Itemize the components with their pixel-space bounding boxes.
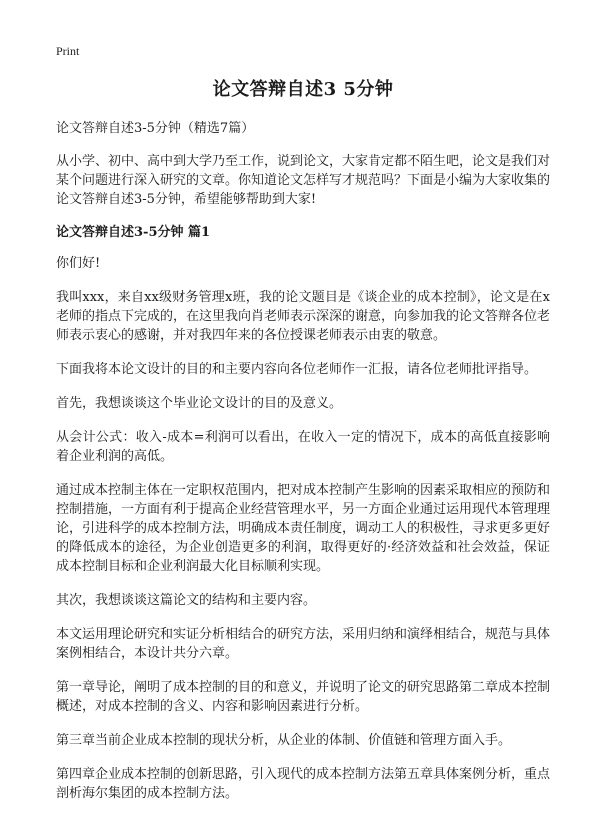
print-label: Print <box>56 44 80 58</box>
chapter-one-two-paragraph: 第一章导论，阐明了成本控制的目的和意义，并说明了论文的研究思路第二章成本控制概述，对成本控制的含义、内容和影响因素进行分析。 <box>56 680 551 714</box>
greeting-paragraph: 你们好! <box>56 256 101 271</box>
section-heading: 论文答辩自述3-5分钟 篇1 <box>56 225 211 240</box>
purpose-heading-paragraph: 首先，我想谈谈这个毕业论文设计的目的及意义。 <box>56 396 343 411</box>
chapter-four-five-paragraph: 第四章企业成本控制的创新思路，引入现代的成本控制方法第五章具体案例分析，重点剖析海尔集团的成本控制方法。 <box>56 767 551 801</box>
chapter-three-paragraph: 第三章当前企业成本控制的现状分析，从企业的体制、价值链和管理方面入手。 <box>56 733 512 748</box>
intro-paragraph: 从小学、初中、高中到大学乃至工作，说到论文，大家肯定都不陌生吧，论文是我们对某个问题进行深入研究的文章。你知道论文怎样写才规范吗？下面是小编为大家收集的论文答辩自述3-5分钟，希望能够帮助到大家! <box>56 154 551 207</box>
document-title: 论文答辩自述3 5分钟 <box>212 79 394 100</box>
structure-heading-paragraph: 其次，我想谈谈这篇论文的结构和主要内容。 <box>56 593 317 608</box>
accounting-formula-paragraph: 从会计公式：收入-成本=利润可以看出，在收入一定的情况下，成本的高低直接影响着企业利润的高低。 <box>56 430 550 464</box>
methodology-paragraph: 本文运用理论研究和实证分析相结合的研究方法，采用归纳和演绎相结合，规范与具体案例相结合，本设计共分六章。 <box>56 627 551 661</box>
document-subtitle: 论文答辩自述3-5分钟（精选7篇） <box>56 121 255 136</box>
report-intro-paragraph: 下面我将本论文设计的目的和主要内容向各位老师作一汇报，请各位老师批评指导。 <box>56 362 538 377</box>
cost-control-paragraph: 通过成本控制主体在一定职权范围内，把对成本控制产生影响的因素采取相应的预防和控制措施，一方面有利于提高企业经营管理水平，另一方面企业通过运用现代本管理理论，引进科学的成本控制方法，明确成本责任制度，调动工人的积极性，寻求更多更好的降低成本的途径，为企业创造更多的利润，取得更好的·经济效益和社会效益，保证成本控制目标和企业利润最大化目标顺利实现。 <box>56 483 551 574</box>
self-introduction-paragraph: 我叫xxx，来自xx级财务管理x班，我的论文题目是《谈企业的成本控制》，论文是在x老师的指点下完成的，在这里我向肖老师表示深深的谢意，向参加我的论文答辩各位老师表示衷心的感谢，并对我四年来的各位授课老师表示由衷的敬意。 <box>56 290 551 343</box>
